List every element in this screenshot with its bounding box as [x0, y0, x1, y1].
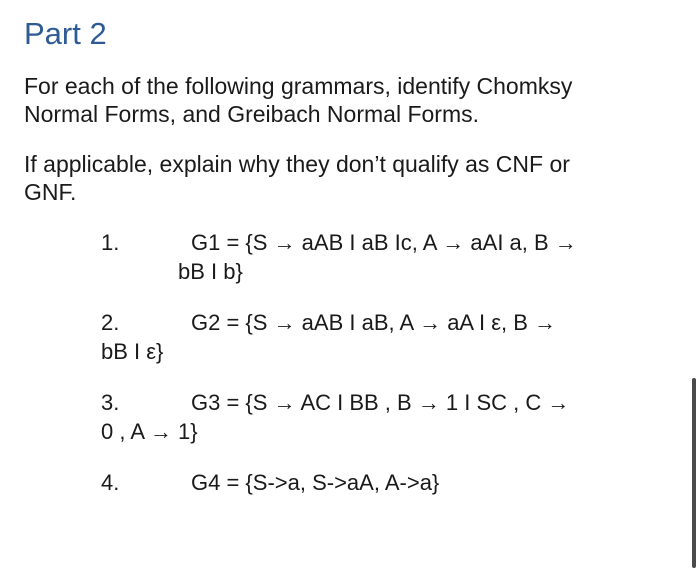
document-page	[24, 14, 674, 519]
grammar-item-1	[101, 228, 674, 286]
explanation-paragraph: If applicable, explain why they don’t qualify as CNF or GNF.	[24, 151, 570, 205]
grammar-item-4	[101, 468, 674, 497]
grammar-definition: G2 = {S → aAB I aB, A → aA I ε, B →	[191, 310, 557, 335]
grammar-definition: G3 = {S → AC I BB , B → 1 I SC , C →	[191, 390, 570, 415]
item-number: 2.	[101, 310, 120, 335]
grammar-continuation: 0 , A → 1}	[101, 419, 198, 444]
instructions-paragraph: For each of the following grammars, identify Chomksy Normal Forms, and Greibach Normal Forms.	[24, 73, 573, 127]
grammar-continuation: bB I b}	[178, 259, 243, 284]
grammar-item-3	[101, 388, 674, 446]
section-heading: Part 2	[24, 16, 107, 51]
grammar-definition: G4 = {S->a, S->aA, A->a}	[191, 470, 440, 495]
grammar-list	[24, 228, 674, 497]
grammar-item-2	[101, 308, 674, 366]
vertical-scrollbar[interactable]	[692, 378, 696, 568]
item-number: 3.	[101, 390, 120, 415]
item-number: 4.	[101, 470, 120, 495]
grammar-definition: G1 = {S → aAB I aB Ic, A → aAI a, B →	[191, 230, 577, 255]
item-number: 1.	[101, 230, 120, 255]
grammar-continuation: bB I ε}	[101, 339, 164, 364]
